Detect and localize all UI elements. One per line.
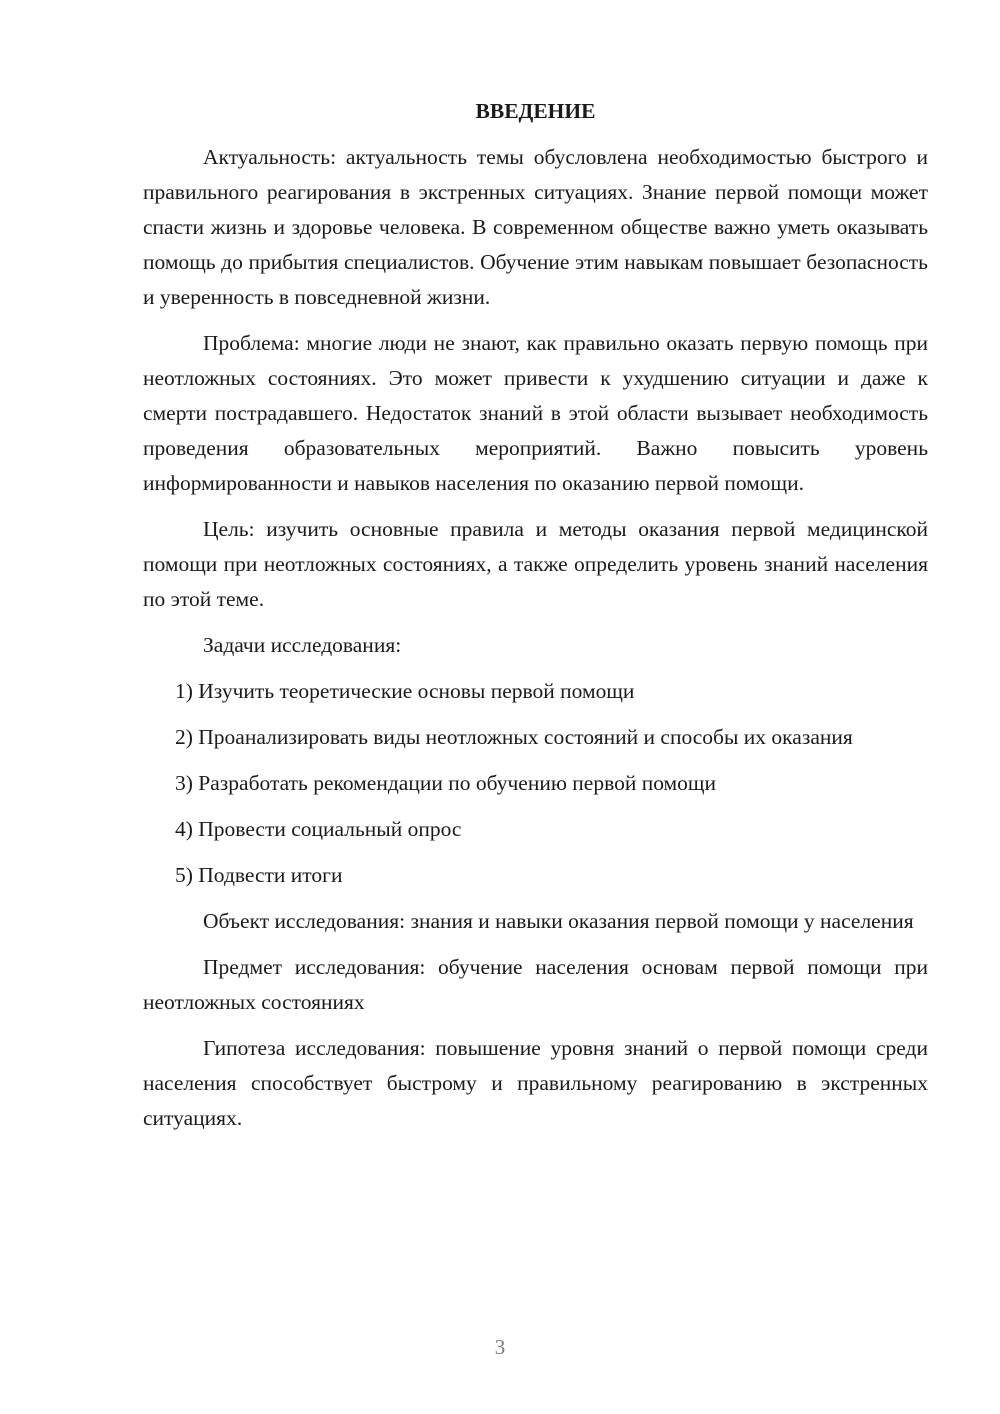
- task-item-3: 3) Разработать рекомендации по обучению первой помощи: [175, 771, 716, 795]
- document-page: [143, 94, 928, 1147]
- goal-paragraph: Цель: изучить основные правила и методы оказания первой медицинской помощи при неотложных состояниях, а также определить уровень знаний населения по этой теме.: [143, 517, 928, 611]
- section-heading: ВВЕДЕНИЕ: [475, 99, 596, 123]
- relevance-paragraph: Актуальность: актуальность темы обусловлена необходимостью быстрого и правильного реагирования в экстренных ситуациях. Знание первой помощи может спасти жизнь и здоровье человека. В современном обществе важно уметь оказывать помощь до прибытия специалистов. Обучение этим навыкам повышает безопасность и уверенность в повседневной жизни.: [143, 145, 928, 309]
- subject-paragraph: Предмет исследования: обучение населения основам первой помощи при неотложных состояниях: [143, 955, 928, 1014]
- object-paragraph: Объект исследования: знания и навыки оказания первой помощи у населения: [203, 909, 914, 933]
- task-item-2: 2) Проанализировать виды неотложных состояний и способы их оказания: [175, 725, 853, 749]
- task-item-4: 4) Провести социальный опрос: [175, 817, 462, 841]
- task-item-5: 5) Подвести итоги: [175, 863, 343, 887]
- problem-paragraph: Проблема: многие люди не знают, как правильно оказать первую помощь при неотложных состояниях. Это может привести к ухудшению ситуации и даже к смерти пострадавшего. Недостаток знаний в этой области вызывает необходимость проведения образовательных мероприятий. Важно повысить уровень информированности и навыков населения по оказанию первой помощи.: [143, 331, 928, 495]
- tasks-title: Задачи исследования:: [203, 633, 402, 657]
- task-item-1: 1) Изучить теоретические основы первой помощи: [175, 679, 635, 703]
- page-number: 3: [494, 1335, 506, 1359]
- hypothesis-paragraph: Гипотеза исследования: повышение уровня знаний о первой помощи среди населения способствует быстрому и правильному реагированию в экстренных ситуациях.: [143, 1036, 928, 1130]
